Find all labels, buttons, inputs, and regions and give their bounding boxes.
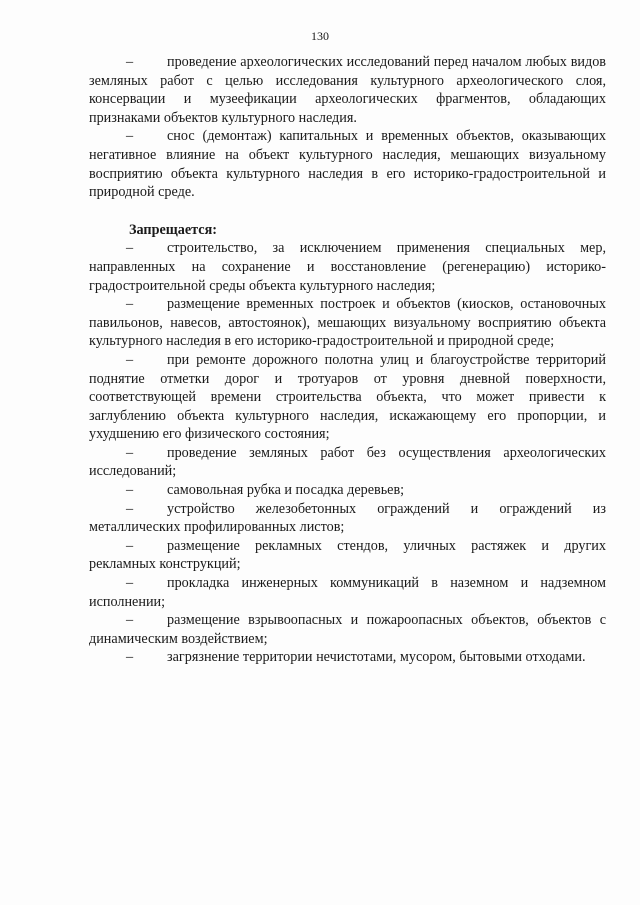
document-body bbox=[89, 53, 606, 667]
prohibited-item-text: размещение временных построек и объектов (киосков, остановочных павильонов, навесов, автостоянок), мешающих визуальному восприятию объекта культурного наследия в его историко-градостроительной и природной среде; bbox=[89, 296, 606, 350]
list-dash: – bbox=[126, 128, 134, 145]
prohibited-item-text: при ремонте дорожного полотна улиц и благоустройстве территорий поднятие отметки дорог и тротуаров от уровня дневной поверхности, соответствующей времени строительства объекта, что может привести к заглублению объекта культурного наследия, искажающему его пропорции, и ухудшению его физического состояния; bbox=[89, 351, 606, 443]
page-number: 130 bbox=[311, 29, 329, 43]
prohibited-item bbox=[89, 239, 606, 295]
list-dash: – bbox=[126, 444, 134, 461]
prohibited-item bbox=[89, 500, 606, 537]
list-dash: – bbox=[126, 575, 134, 592]
list-dash: – bbox=[126, 296, 134, 313]
prohibited-item-text: прокладка инженерных коммуникаций в наземном и надземном исполнении; bbox=[89, 575, 606, 610]
intro-item bbox=[89, 53, 606, 127]
prohibited-heading: Запрещается: bbox=[129, 221, 217, 238]
list-dash: – bbox=[126, 482, 134, 499]
prohibited-item-text: устройство железобетонных ограждений и ограждений из металлических профилированных листов; bbox=[89, 500, 606, 536]
list-dash: – bbox=[126, 54, 134, 70]
prohibited-item bbox=[89, 611, 606, 648]
prohibited-item bbox=[89, 295, 606, 351]
prohibited-item bbox=[89, 444, 606, 481]
intro-item-text: проведение археологических исследований перед началом любых видов земляных работ с целью исследования культурного археологического слоя, консервации и музеефикации археологических фрагментов, обладающих признаками объектов культурного наследия. bbox=[89, 54, 606, 126]
prohibited-item-text: проведение земляных работ без осуществления археологических исследований; bbox=[89, 444, 606, 480]
prohibited-item-text: самовольная рубка и посадка деревьев; bbox=[167, 482, 405, 499]
prohibited-item bbox=[89, 351, 606, 444]
prohibited-item bbox=[89, 574, 606, 611]
prohibited-item bbox=[89, 648, 606, 667]
prohibited-item bbox=[89, 537, 606, 574]
prohibited-item-text: размещение рекламных стендов, уличных растяжек и других рекламных конструкций; bbox=[89, 537, 606, 573]
list-dash: – bbox=[126, 351, 134, 368]
prohibited-item bbox=[89, 481, 606, 500]
list-dash: – bbox=[126, 649, 134, 666]
list-dash: – bbox=[126, 612, 134, 629]
intro-item bbox=[89, 127, 606, 201]
prohibited-item-text: строительство, за исключением применения специальных мер, направленных на сохранение и восстановление (регенерацию) историко-градостроительной среды объекта культурного наследия; bbox=[89, 240, 606, 294]
list-dash: – bbox=[126, 500, 134, 517]
section-spacer bbox=[89, 202, 606, 221]
list-dash: – bbox=[126, 240, 134, 257]
prohibited-item-text: размещение взрывоопасных и пожароопасных объектов, объектов с динамическим воздействием; bbox=[89, 612, 606, 647]
intro-item-text: снос (демонтаж) капитальных и временных объектов, оказывающих негативное влияние на объект культурного наследия, мешающих визуальному восприятию объекта культурного наследия в его историко-градостроительной и природной среде. bbox=[89, 128, 606, 201]
prohibited-item-text: загрязнение территории нечистотами, мусором, бытовыми отходами. bbox=[167, 649, 586, 666]
list-dash: – bbox=[126, 537, 134, 554]
